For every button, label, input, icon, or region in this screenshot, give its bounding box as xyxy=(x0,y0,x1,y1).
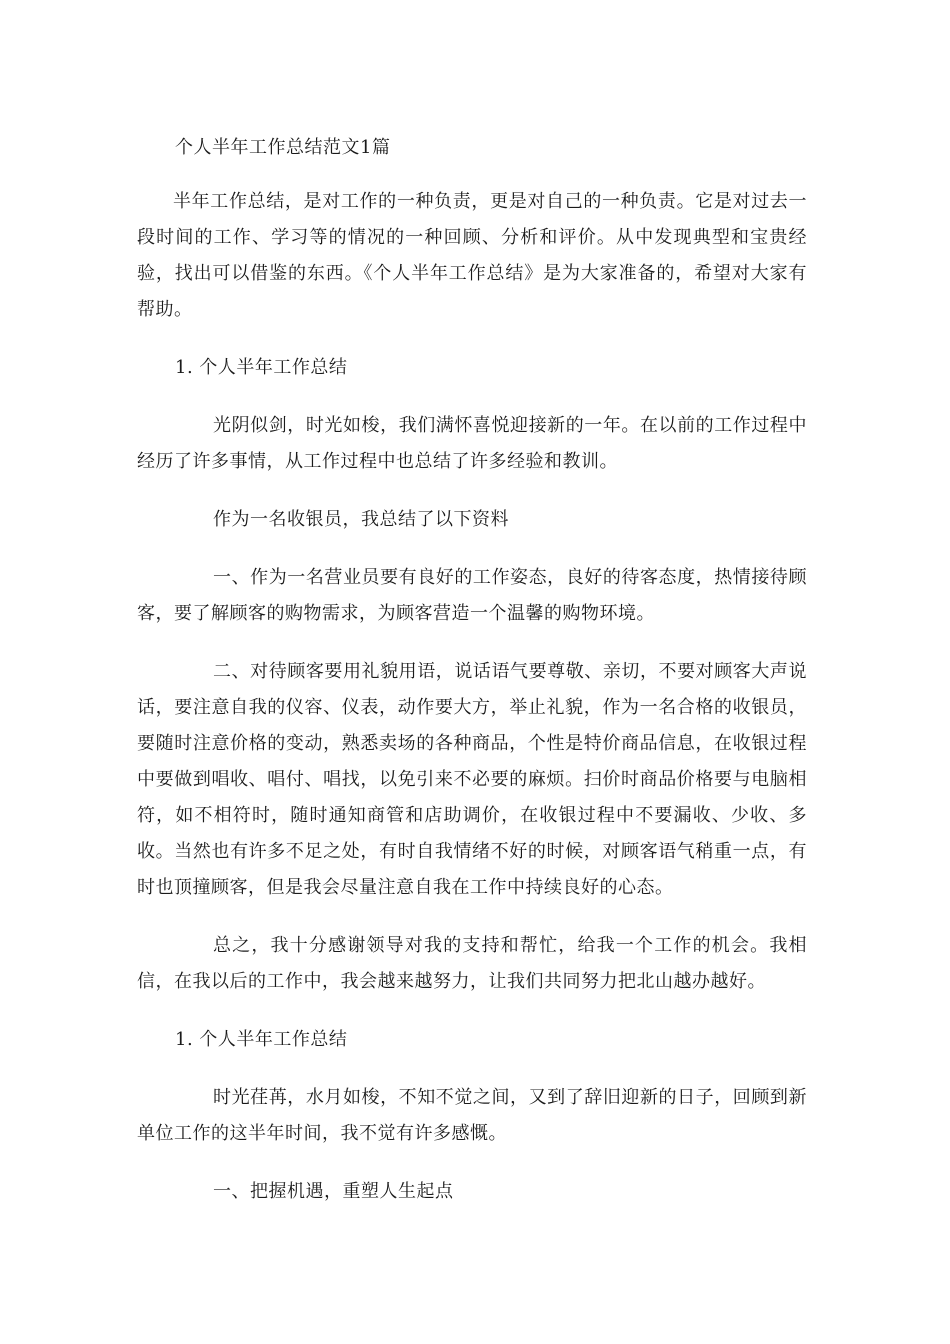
intro-paragraph: 半年工作总结，是对工作的一种负责，更是对自己的一种负责。它是对过去一段时间的工作、学习等的情况的一种回顾、分析和评价。从中发现典型和宝贵经验，找出可以借鉴的东西。《个人半年工作总结》是为大家准备的，希望对大家有帮助。 xyxy=(137,191,807,320)
document-page xyxy=(137,130,807,1232)
section-1-paragraph-3: 一、作为一名营业员要有良好的工作姿态，良好的待客态度，热情接待顾客，要了解顾客的购物需求，为顾客营造一个温馨的购物环境。 xyxy=(137,567,807,624)
section-1-paragraph-1: 光阴似剑，时光如梭，我们满怀喜悦迎接新的一年。在以前的工作过程中经历了许多事情，从工作过程中也总结了许多经验和教训。 xyxy=(137,415,807,472)
document-title: 个人半年工作总结范文1篇 xyxy=(175,137,391,158)
section-2-paragraph-2: 一、把握机遇，重塑人生起点 xyxy=(213,1181,454,1202)
section-1-paragraph-5: 总之，我十分感谢领导对我的支持和帮忙，给我一个工作的机会。我相信，在我以后的工作中，我会越来越努力，让我们共同努力把北山越办越好。 xyxy=(137,935,807,992)
section-1-heading: 1. 个人半年工作总结 xyxy=(175,357,348,378)
section-2-heading: 1. 个人半年工作总结 xyxy=(175,1029,348,1050)
section-1-paragraph-4: 二、对待顾客要用礼貌用语，说话语气要尊敬、亲切，不要对顾客大声说话，要注意自我的仪容、仪表，动作要大方，举止礼貌，作为一名合格的收银员，要随时注意价格的变动，熟悉卖场的各种商品，个性是特价商品信息，在收银过程中要做到唱收、唱付、唱找，以免引来不必要的麻烦。扫价时商品价格要与电脑相符，如不相符时，随时通知商管和店助调价，在收银过程中不要漏收、少收、多收。当然也有许多不足之处，有时自我情绪不好的时候，对顾客语气稍重一点，有时也顶撞顾客，但是我会尽量注意自我在工作中持续良好的心态。 xyxy=(137,661,807,898)
section-2-paragraph-1: 时光荏苒，水月如梭，不知不觉之间，又到了辞旧迎新的日子，回顾到新单位工作的这半年时间，我不觉有许多感慨。 xyxy=(137,1087,807,1144)
section-1-paragraph-2: 作为一名收银员，我总结了以下资料 xyxy=(213,509,509,530)
